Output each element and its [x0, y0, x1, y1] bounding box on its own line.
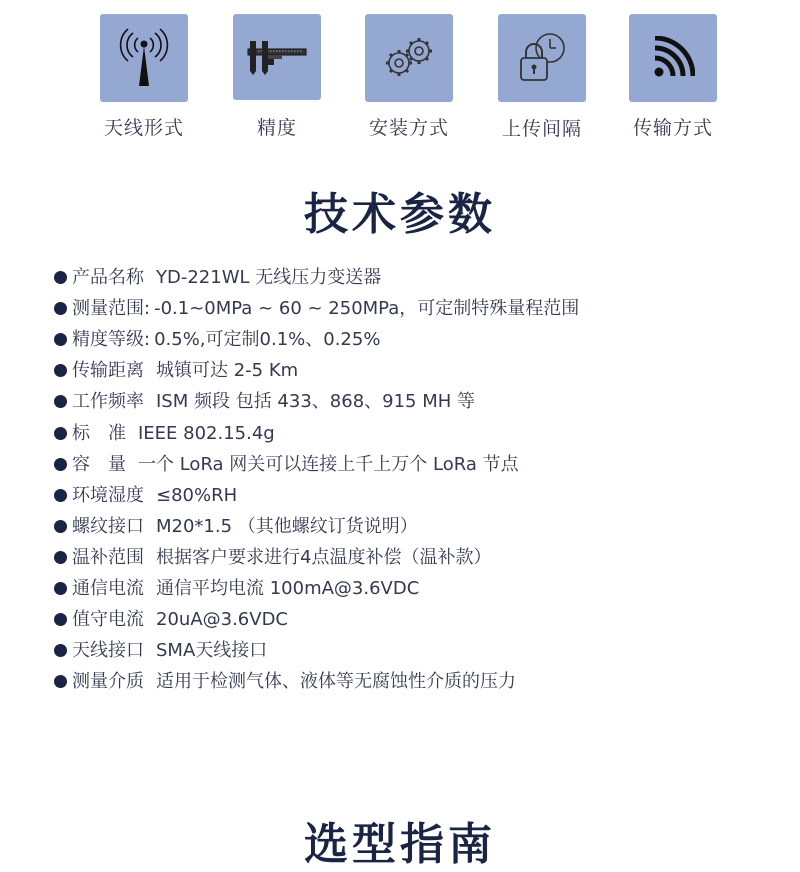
spec-item	[54, 480, 579, 511]
spec-item	[54, 635, 579, 666]
lock-clock-icon	[512, 28, 572, 88]
bullet-icon	[54, 395, 67, 408]
bullet-icon	[54, 613, 67, 626]
spec-item	[54, 511, 579, 542]
spec-label: 螺纹接口	[72, 515, 144, 537]
feature-tile	[629, 14, 717, 102]
spec-value: ≤80%RH	[156, 484, 238, 506]
spec-value: SMA天线接口	[156, 640, 268, 662]
bullet-icon	[54, 458, 67, 471]
feature-upload-interval	[482, 14, 602, 141]
bullet-icon	[54, 551, 67, 564]
spec-value: 0.5%,可定制0.1%、0.25%	[154, 329, 381, 351]
spec-label: 精度等级:	[72, 329, 151, 351]
spec-value: IEEE 802.15.4g	[138, 422, 275, 444]
feature-tile	[233, 14, 321, 100]
spec-item	[54, 355, 579, 386]
spec-value: M20*1.5 （其他螺纹订货说明）	[156, 515, 418, 537]
spec-label: 通信电流	[72, 577, 144, 599]
spec-value: -0.1~0MPa ~ 60 ~ 250MPa，可定制特殊量程范围	[154, 298, 580, 320]
feature-precision	[217, 14, 337, 140]
bullet-icon	[54, 644, 67, 657]
feature-antenna	[84, 14, 204, 140]
feature-installation	[349, 14, 469, 140]
spec-label: 环境湿度	[72, 484, 144, 506]
spec-value: YD-221WL 无线压力变送器	[156, 267, 382, 289]
spec-value: 通信平均电流 100mA@3.6VDC	[156, 577, 420, 599]
spec-item	[54, 386, 579, 417]
spec-item	[54, 573, 579, 604]
bullet-icon	[54, 427, 67, 440]
bullet-icon	[54, 333, 67, 346]
spec-value: 一个 LoRa 网关可以连接上千上万个 LoRa 节点	[138, 453, 519, 475]
spec-label: 传输距离	[72, 360, 144, 382]
feature-label: 安装方式	[368, 117, 449, 139]
feature-tile	[100, 14, 188, 102]
wireless-signal-icon	[651, 36, 695, 80]
feature-tile	[365, 14, 453, 102]
spec-item	[54, 417, 579, 448]
spec-value: 20uA@3.6VDC	[156, 609, 288, 631]
spec-label: 天线接口	[72, 640, 144, 662]
bullet-icon	[54, 675, 67, 688]
bullet-icon	[54, 364, 67, 377]
feature-label: 天线形式	[103, 117, 184, 139]
spec-label: 值守电流	[72, 609, 144, 631]
spec-label: 工作频率	[72, 391, 144, 413]
spec-value: ISM 频段 包括 433、868、915 MH 等	[156, 391, 476, 413]
spec-item	[54, 604, 579, 635]
spec-label: 标 准	[72, 422, 126, 444]
feature-label: 上传间隔	[501, 118, 582, 140]
spec-value: 城镇可达 2-5 Km	[156, 360, 299, 382]
spec-item	[54, 449, 579, 480]
feature-transmission	[613, 14, 733, 140]
feature-tile	[498, 14, 586, 102]
spec-item	[54, 666, 579, 697]
gears-icon	[379, 33, 439, 83]
bullet-icon	[54, 271, 67, 284]
spec-value: 适用于检测气体、液体等无腐蚀性介质的压力	[156, 671, 516, 693]
antenna-icon	[114, 26, 174, 90]
spec-label: 温补范围	[72, 546, 144, 568]
spec-list	[54, 262, 579, 697]
spec-item	[54, 542, 579, 573]
spec-item	[54, 324, 579, 355]
caliper-icon	[244, 37, 310, 77]
spec-item	[54, 262, 579, 293]
bullet-icon	[54, 302, 67, 315]
feature-label: 传输方式	[632, 117, 713, 139]
bullet-icon	[54, 489, 67, 502]
spec-item	[54, 293, 579, 324]
spec-label: 容 量	[72, 453, 126, 475]
bullet-icon	[54, 582, 67, 595]
spec-label: 产品名称	[72, 267, 144, 289]
spec-label: 测量介质	[72, 671, 144, 693]
spec-section-title: 技术参数	[304, 189, 496, 240]
spec-label: 测量范围:	[72, 298, 151, 320]
spec-value: 根据客户要求进行4点温度补偿（温补款）	[156, 546, 492, 568]
bullet-icon	[54, 520, 67, 533]
feature-label: 精度	[256, 117, 297, 139]
selection-section-title: 选型指南	[304, 819, 496, 870]
